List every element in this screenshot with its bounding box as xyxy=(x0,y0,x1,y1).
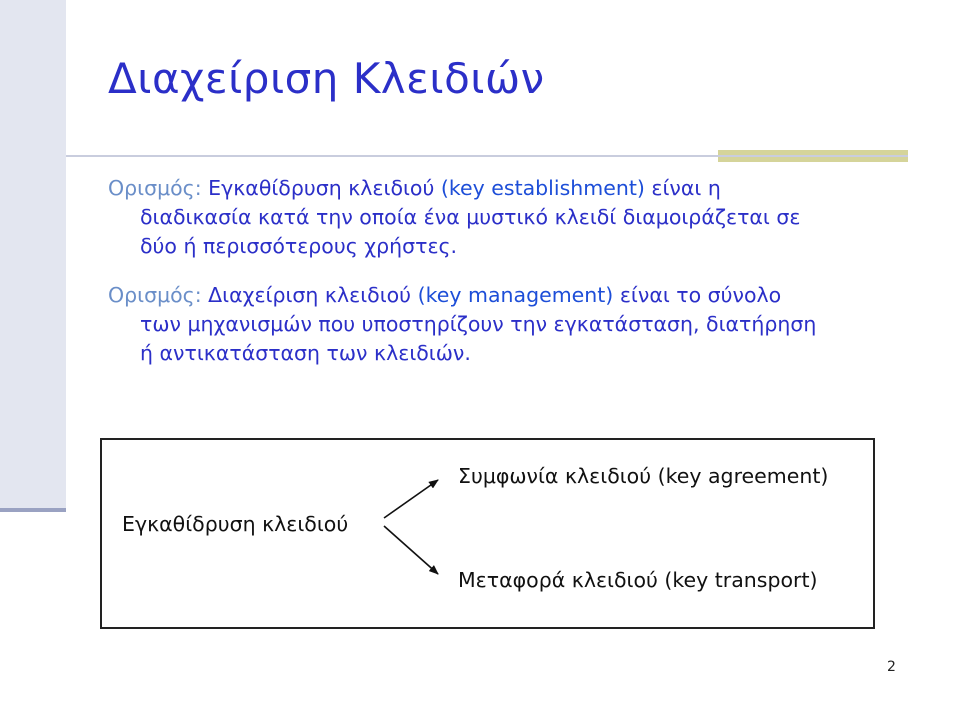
definition-english-term: (key establishment) xyxy=(440,176,645,200)
diagram-node-key-transport: Μεταφορά κλειδιού (key transport) xyxy=(458,568,818,592)
left-decorative-band xyxy=(0,0,66,510)
left-band-edge xyxy=(0,508,66,512)
diagram-node-source: Εγκαθίδρυση κλειδιού xyxy=(122,512,349,536)
title-divider xyxy=(66,155,718,157)
key-establishment-diagram xyxy=(100,438,875,629)
definition-line-3: δύο ή περισσότερους χρήστες. xyxy=(140,234,458,258)
title-divider-accent xyxy=(718,150,908,162)
definition-line-2: διαδικασία κατά την οποία ένα μυστικό κλειδί διαμοιράζεται σε xyxy=(140,205,801,229)
definition-subject: Εγκαθίδρυση κλειδιού xyxy=(208,176,435,200)
definition-text: είναι η xyxy=(651,176,721,200)
slide-title: Διαχείριση Κλειδιών xyxy=(108,54,545,103)
arrow-to-transport xyxy=(384,526,438,574)
definition-english-term: (key management) xyxy=(417,283,614,307)
definition-line-3: ή αντικατάσταση των κλειδιών. xyxy=(140,341,471,365)
definition-text: είναι το σύνολο xyxy=(619,283,782,307)
arrow-to-agreement xyxy=(384,480,438,518)
definition-key-establishment xyxy=(108,174,800,261)
page-number: 2 xyxy=(887,659,896,675)
definition-subject: Διαχείριση κλειδιού xyxy=(208,283,412,307)
definition-line-2: των μηχανισμών που υποστηρίζουν την εγκατάσταση, διατήρηση xyxy=(140,312,817,336)
definition-term-label: Ορισμός: xyxy=(108,176,202,200)
diagram-node-key-agreement: Συμφωνία κλειδιού (key agreement) xyxy=(458,464,829,488)
definition-line-1 xyxy=(108,281,816,310)
definition-term-label: Ορισμός: xyxy=(108,283,202,307)
definition-key-management xyxy=(108,281,816,368)
definition-line-1 xyxy=(108,174,800,203)
